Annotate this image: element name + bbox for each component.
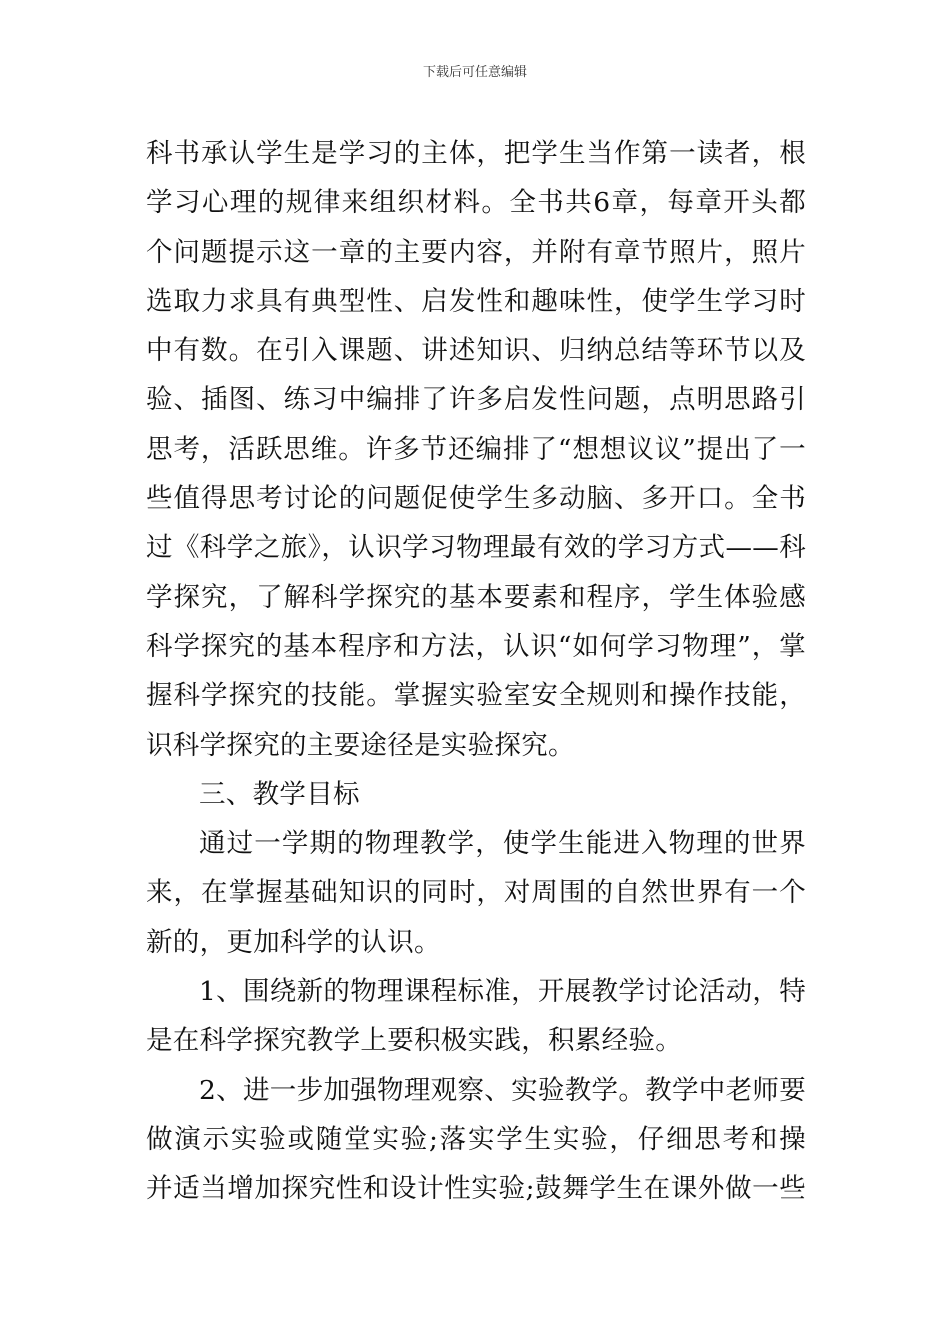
text-line: 科学探究的基本程序和方法，认识“如何学习物理”，掌 [146,630,806,662]
text-line: 科书承认学生是学习的主体，把学生当作第一读者，根 [146,138,806,169]
body-text [146,129,806,1214]
section-heading: 三、教学目标 [199,778,360,810]
text-line: 握科学探究的技能。掌握实验室安全规则和操作技能， [146,680,806,712]
text-line: 识科学探究的主要途径是实验探究。 [146,729,575,761]
text-line: 学探究，了解科学探究的基本要素和程序，学生体验感 [146,581,806,613]
text-line: 来，在掌握基础知识的同时，对周围的自然世界有一个 [146,877,806,909]
text-line: 2、进一步加强物理观察、实验教学。教学中老师要 [199,1074,806,1106]
text-line: 些值得思考讨论的问题促使学生多动脑、多开口。全书 [146,483,806,515]
text-line: 新的，更加科学的认识。 [146,926,441,958]
text-line: 学习心理的规律来组织材料。全书共6章，每章开头都 [146,187,806,219]
text-line: 并适当增加探究性和设计性实验;鼓舞学生在课外做一些 [146,1173,806,1205]
text-line: 做演示实验或随堂实验;落实学生实验，仔细思考和操 [146,1123,806,1155]
text-line: 验、插图、练习中编排了许多启发性问题，点明思路引 [146,384,806,416]
page-header: 下载后可任意编辑 [422,65,527,80]
text-line: 1、围绕新的物理课程标准，开展教学讨论活动，特 [199,976,806,1008]
text-line: 是在科学探究教学上要积极实践，积累经验。 [146,1025,682,1057]
text-line: 通过一学期的物理教学，使学生能进入物理的世界 [199,828,806,860]
text-line: 思考，活跃思维。许多节还编排了“想想议议”提出了一 [146,433,806,465]
text-line: 过《科学之旅》，认识学习物理最有效的学习方式——科 [146,532,806,564]
text-line: 中有数。在引入课题、讲述知识、归纳总结等环节以及 [146,335,806,367]
text-line: 选取力求具有典型性、启发性和趣味性，使学生学习时 [146,285,806,317]
text-line: 个问题提示这一章的主要内容，并附有章节照片，照片 [146,236,806,268]
